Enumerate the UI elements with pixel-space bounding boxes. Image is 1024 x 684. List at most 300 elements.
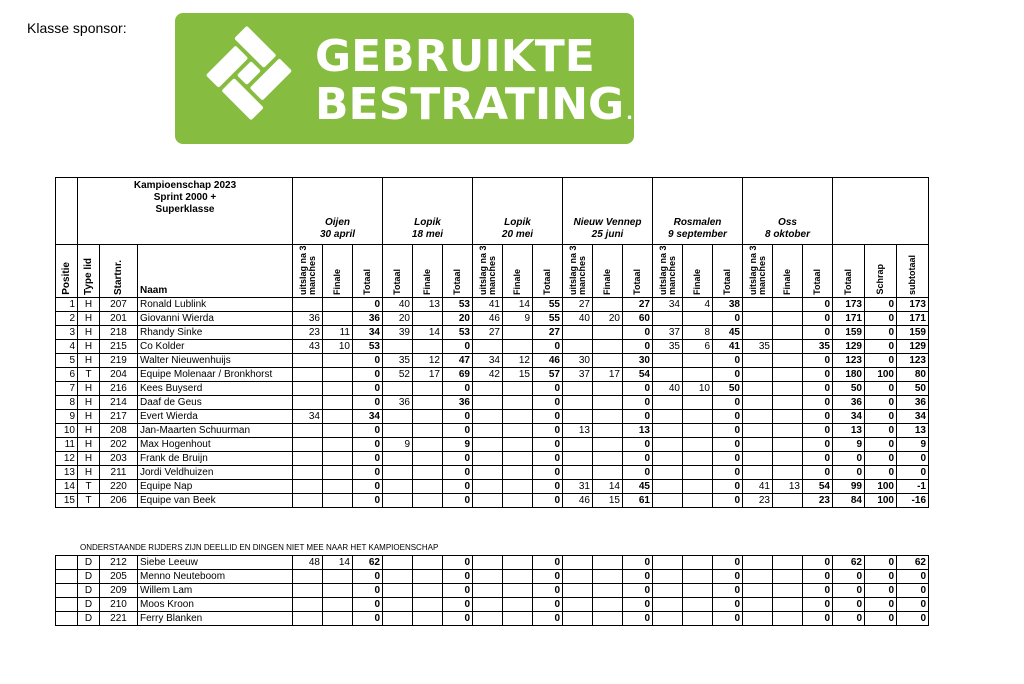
cell-race-totaal: 0 [713, 396, 743, 410]
header-totaal-overall: Totaal [833, 245, 865, 298]
cell-subtotaal: 0 [897, 570, 929, 584]
cell-naam: Siebe Leeuw [138, 556, 293, 570]
cell-finale [683, 612, 713, 626]
cell-race-totaal: 0 [533, 396, 563, 410]
cell-subtotaal: 159 [897, 326, 929, 340]
cell-finale [503, 382, 533, 396]
cell-race-totaal: 41 [713, 340, 743, 354]
cell-race-totaal: 36 [353, 312, 383, 326]
cell-race-totaal: 34 [353, 326, 383, 340]
cell-positie: 8 [56, 396, 78, 410]
cell-finale [323, 598, 353, 612]
cell-finale [683, 570, 713, 584]
cell-race-totaal: 0 [443, 452, 473, 466]
cell-race-totaal: 0 [443, 494, 473, 508]
cell-finale: 20 [593, 312, 623, 326]
cell-finale: 6 [683, 340, 713, 354]
cell-uitslag [383, 410, 413, 424]
cell-race-totaal: 62 [353, 556, 383, 570]
cell-subtotaal: 0 [897, 612, 929, 626]
cell-race-totaal: 30 [623, 354, 653, 368]
cell-race-totaal: 0 [713, 466, 743, 480]
cell-race-totaal: 45 [623, 480, 653, 494]
cell-schrap: 100 [865, 368, 897, 382]
cell-uitslag: 23 [293, 326, 323, 340]
header-finale: Finale [413, 245, 443, 298]
cell-type-lid: D [78, 612, 100, 626]
cell-race-totaal: 0 [713, 612, 743, 626]
cell-race-totaal: 53 [443, 298, 473, 312]
cell-finale [593, 438, 623, 452]
cell-race-totaal: 36 [443, 396, 473, 410]
header-uitslag: uitslag na 3 manches [293, 245, 323, 298]
cell-uitslag [473, 480, 503, 494]
cell-totaal: 159 [833, 326, 865, 340]
cell-race-totaal: 0 [623, 452, 653, 466]
cell-schrap: 0 [865, 326, 897, 340]
cell-uitslag [473, 438, 503, 452]
cell-startnr: 219 [100, 354, 138, 368]
cell-finale [503, 452, 533, 466]
deellid-row [56, 612, 929, 626]
cell-subtotaal: 0 [897, 584, 929, 598]
cell-uitslag [653, 598, 683, 612]
cell-uitslag: 40 [653, 382, 683, 396]
cell-race-totaal: 0 [623, 584, 653, 598]
cell-race-totaal: 54 [623, 368, 653, 382]
rider-row [56, 340, 929, 354]
cell-race-totaal: 0 [713, 312, 743, 326]
cell-subtotaal: -1 [897, 480, 929, 494]
cell-finale [593, 410, 623, 424]
cell-race-totaal: 0 [533, 424, 563, 438]
cell-finale: 10 [323, 340, 353, 354]
cell-type-lid: H [78, 340, 100, 354]
cell-naam: Willem Lam [138, 584, 293, 598]
cell-uitslag [473, 382, 503, 396]
cell-finale [413, 480, 443, 494]
cell-finale [683, 584, 713, 598]
cell-finale [323, 298, 353, 312]
cell-finale [503, 438, 533, 452]
cell-race-totaal: 23 [803, 494, 833, 508]
championship-title: Kampioenschap 2023 Sprint 2000 + Superklasse [78, 178, 293, 245]
cell-type-lid: H [78, 466, 100, 480]
cell-subtotaal: 13 [897, 424, 929, 438]
cell-subtotaal: 80 [897, 368, 929, 382]
cell-finale [503, 598, 533, 612]
header-totaal: Totaal [443, 245, 473, 298]
cell-uitslag [473, 556, 503, 570]
cell-finale [503, 556, 533, 570]
cell-uitslag [473, 340, 503, 354]
cell-schrap: 0 [865, 424, 897, 438]
cell-uitslag [653, 494, 683, 508]
cell-uitslag: 37 [653, 326, 683, 340]
cell-race-totaal: 0 [803, 382, 833, 396]
cell-subtotaal: 0 [897, 452, 929, 466]
header-totaal: Totaal [533, 245, 563, 298]
cell-race-totaal: 0 [623, 612, 653, 626]
cell-uitslag [293, 368, 323, 382]
cell-uitslag: 35 [743, 340, 773, 354]
cell-naam: Kees Buyserd [138, 382, 293, 396]
cell-positie: 5 [56, 354, 78, 368]
cell-finale [593, 452, 623, 466]
title-row [56, 178, 929, 245]
cell-subtotaal: 36 [897, 396, 929, 410]
cell-finale: 9 [503, 312, 533, 326]
cell-race-totaal: 0 [713, 494, 743, 508]
cell-uitslag [563, 556, 593, 570]
cell-finale [323, 424, 353, 438]
rider-row [56, 438, 929, 452]
cell-race-totaal: 0 [443, 410, 473, 424]
cell-finale [503, 612, 533, 626]
cell-finale [413, 382, 443, 396]
cell-race-totaal: 60 [623, 312, 653, 326]
cell-finale [773, 410, 803, 424]
cell-uitslag [383, 452, 413, 466]
cell-race-totaal: 0 [533, 570, 563, 584]
cell-uitslag [473, 466, 503, 480]
cell-uitslag: 35 [383, 354, 413, 368]
cell-race-totaal: 0 [803, 410, 833, 424]
cell-uitslag [743, 438, 773, 452]
cell-race-totaal: 46 [533, 354, 563, 368]
header-finale: Finale [323, 245, 353, 298]
cell-race-totaal: 55 [533, 312, 563, 326]
cell-uitslag [293, 396, 323, 410]
cell-race-totaal: 53 [353, 340, 383, 354]
cell-uitslag [383, 570, 413, 584]
cell-type-lid: H [78, 410, 100, 424]
cell-totaal: 171 [833, 312, 865, 326]
cell-race-totaal: 0 [353, 298, 383, 312]
header-finale: Finale [683, 245, 713, 298]
cell-uitslag [743, 368, 773, 382]
cell-naam: Frank de Bruijn [138, 452, 293, 466]
cell-uitslag [563, 452, 593, 466]
cell-startnr: 210 [100, 598, 138, 612]
cell-uitslag [563, 466, 593, 480]
cell-startnr: 215 [100, 340, 138, 354]
cell-uitslag: 34 [473, 354, 503, 368]
cell-uitslag [653, 354, 683, 368]
cell-schrap: 0 [865, 340, 897, 354]
cell-race-totaal: 0 [533, 612, 563, 626]
header-startnr: Startnr. [100, 245, 138, 298]
cell-totaal: 34 [833, 410, 865, 424]
cell-schrap: 0 [865, 312, 897, 326]
cell-startnr: 218 [100, 326, 138, 340]
cell-uitslag [563, 598, 593, 612]
cell-positie [56, 584, 78, 598]
cell-schrap: 0 [865, 584, 897, 598]
cell-uitslag [293, 584, 323, 598]
cell-race-totaal: 54 [803, 480, 833, 494]
cell-uitslag [743, 452, 773, 466]
cell-finale [773, 340, 803, 354]
cell-uitslag [743, 584, 773, 598]
cell-race-totaal: 45 [713, 326, 743, 340]
cell-uitslag [293, 438, 323, 452]
cell-uitslag: 27 [473, 326, 503, 340]
rider-row [56, 452, 929, 466]
cell-race-totaal: 0 [533, 438, 563, 452]
rider-row [56, 382, 929, 396]
cell-race-totaal: 0 [713, 584, 743, 598]
cell-totaal: 180 [833, 368, 865, 382]
cell-race-totaal: 0 [353, 354, 383, 368]
cell-race-totaal: 0 [803, 312, 833, 326]
cell-finale [323, 584, 353, 598]
cell-finale [593, 424, 623, 438]
cell-finale [773, 452, 803, 466]
cell-uitslag: 37 [563, 368, 593, 382]
cell-uitslag [743, 382, 773, 396]
cell-finale [593, 598, 623, 612]
cell-subtotaal: 62 [897, 556, 929, 570]
cell-positie: 2 [56, 312, 78, 326]
cell-type-lid: H [78, 438, 100, 452]
cell-naam: Jordi Veldhuizen [138, 466, 293, 480]
venue-1: Oijen 30 april [293, 178, 383, 245]
sponsor-label: Klasse sponsor: [27, 20, 127, 36]
cell-race-totaal: 0 [713, 368, 743, 382]
cell-uitslag: 20 [383, 312, 413, 326]
cell-race-totaal: 0 [353, 480, 383, 494]
cell-finale [503, 466, 533, 480]
cell-uitslag [473, 584, 503, 598]
cell-type-lid: H [78, 382, 100, 396]
cell-uitslag: 23 [743, 494, 773, 508]
cell-totaal: 0 [833, 598, 865, 612]
cell-subtotaal: 9 [897, 438, 929, 452]
cell-finale [773, 382, 803, 396]
cell-schrap: 0 [865, 466, 897, 480]
cell-finale [413, 598, 443, 612]
cell-uitslag [383, 556, 413, 570]
cell-uitslag: 30 [563, 354, 593, 368]
cell-finale: 14 [593, 480, 623, 494]
cell-race-totaal: 34 [353, 410, 383, 424]
cell-schrap: 0 [865, 438, 897, 452]
rider-row [56, 354, 929, 368]
cell-uitslag [293, 570, 323, 584]
cell-race-totaal: 0 [533, 480, 563, 494]
cell-finale [323, 368, 353, 382]
cell-uitslag [563, 382, 593, 396]
cell-startnr: 216 [100, 382, 138, 396]
cell-race-totaal: 0 [623, 396, 653, 410]
cell-race-totaal: 0 [533, 382, 563, 396]
deellid-row [56, 598, 929, 612]
cell-type-lid: H [78, 298, 100, 312]
cell-uitslag [473, 424, 503, 438]
cell-startnr: 217 [100, 410, 138, 424]
cell-startnr: 214 [100, 396, 138, 410]
cell-uitslag: 34 [293, 410, 323, 424]
cell-uitslag [383, 612, 413, 626]
cell-totaal: 173 [833, 298, 865, 312]
cell-finale [683, 556, 713, 570]
cell-uitslag: 42 [473, 368, 503, 382]
cell-totaal: 84 [833, 494, 865, 508]
cell-finale [593, 584, 623, 598]
cell-finale [683, 312, 713, 326]
cell-positie: 11 [56, 438, 78, 452]
cell-uitslag [383, 424, 413, 438]
cell-type-lid: H [78, 354, 100, 368]
cell-uitslag [653, 396, 683, 410]
cell-uitslag [293, 480, 323, 494]
cell-race-totaal: 9 [443, 438, 473, 452]
cell-uitslag [473, 494, 503, 508]
cell-positie: 9 [56, 410, 78, 424]
cell-race-totaal: 0 [533, 584, 563, 598]
cell-race-totaal: 0 [713, 452, 743, 466]
rider-row [56, 466, 929, 480]
cell-subtotaal: 34 [897, 410, 929, 424]
cell-finale [323, 312, 353, 326]
cell-naam: Equipe Molenaar / Bronkhorst [138, 368, 293, 382]
rider-row [56, 480, 929, 494]
cell-finale [503, 326, 533, 340]
cell-finale [503, 410, 533, 424]
cell-finale [773, 438, 803, 452]
cell-uitslag [293, 494, 323, 508]
cell-finale: 17 [593, 368, 623, 382]
cell-uitslag: 34 [653, 298, 683, 312]
cell-uitslag [383, 598, 413, 612]
cell-uitslag [293, 452, 323, 466]
cell-subtotaal: 171 [897, 312, 929, 326]
cell-finale [413, 494, 443, 508]
cell-uitslag [653, 466, 683, 480]
cell-race-totaal: 0 [803, 466, 833, 480]
cell-finale: 11 [323, 326, 353, 340]
cell-positie [56, 556, 78, 570]
cell-naam: Evert Wierda [138, 410, 293, 424]
cell-finale [323, 438, 353, 452]
cell-uitslag [473, 612, 503, 626]
cell-uitslag [743, 326, 773, 340]
header-finale: Finale [773, 245, 803, 298]
cell-race-totaal: 0 [623, 326, 653, 340]
cell-finale [503, 424, 533, 438]
cell-type-lid: H [78, 452, 100, 466]
header-totaal: Totaal [803, 245, 833, 298]
header-row [56, 245, 929, 298]
cell-schrap: 0 [865, 298, 897, 312]
cell-finale [413, 584, 443, 598]
cell-positie: 4 [56, 340, 78, 354]
cell-race-totaal: 0 [533, 494, 563, 508]
cell-finale [323, 396, 353, 410]
cell-uitslag [473, 452, 503, 466]
header-uitslag: uitslag na 3 manches [653, 245, 683, 298]
cell-positie: 7 [56, 382, 78, 396]
rider-row [56, 396, 929, 410]
cell-totaal: 0 [833, 466, 865, 480]
cell-startnr: 205 [100, 570, 138, 584]
cell-uitslag [653, 556, 683, 570]
cell-startnr: 211 [100, 466, 138, 480]
cell-finale: 13 [773, 480, 803, 494]
cell-race-totaal: 0 [533, 452, 563, 466]
header-uitslag: uitslag na 3 manches [563, 245, 593, 298]
cell-race-totaal: 35 [803, 340, 833, 354]
cell-uitslag: 39 [383, 326, 413, 340]
cell-uitslag: 9 [383, 438, 413, 452]
cell-naam: Co Kolder [138, 340, 293, 354]
cell-startnr: 201 [100, 312, 138, 326]
deellid-table [55, 555, 929, 626]
cell-finale [503, 570, 533, 584]
cell-uitslag [653, 612, 683, 626]
cell-race-totaal: 0 [713, 556, 743, 570]
cell-uitslag [743, 312, 773, 326]
cell-race-totaal: 0 [533, 466, 563, 480]
cell-uitslag: 36 [293, 312, 323, 326]
cell-schrap: 0 [865, 570, 897, 584]
cell-finale [413, 424, 443, 438]
header-uitslag: uitslag na 3 manches [743, 245, 773, 298]
cell-naam: Equipe van Beek [138, 494, 293, 508]
cell-positie: 12 [56, 452, 78, 466]
cell-finale [773, 598, 803, 612]
cell-race-totaal: 0 [623, 340, 653, 354]
cell-finale [593, 382, 623, 396]
header-finale: Finale [503, 245, 533, 298]
cell-race-totaal: 61 [623, 494, 653, 508]
cell-uitslag: 13 [563, 424, 593, 438]
cell-race-totaal: 53 [443, 326, 473, 340]
cell-race-totaal: 0 [443, 424, 473, 438]
cell-race-totaal: 0 [803, 396, 833, 410]
venue-3: Lopik 20 mei [473, 178, 563, 245]
cell-uitslag [563, 410, 593, 424]
cell-race-totaal: 0 [803, 326, 833, 340]
cell-finale [323, 382, 353, 396]
cell-finale [593, 326, 623, 340]
header-totaal: Totaal [713, 245, 743, 298]
header-positie: Positie [56, 245, 78, 298]
cell-startnr: 202 [100, 438, 138, 452]
cell-finale [593, 556, 623, 570]
cell-schrap: 0 [865, 598, 897, 612]
deellid-row [56, 584, 929, 598]
cell-finale [593, 354, 623, 368]
cell-finale: 10 [683, 382, 713, 396]
cell-race-totaal: 0 [443, 480, 473, 494]
cell-race-totaal: 0 [353, 570, 383, 584]
rider-row [56, 312, 929, 326]
cell-type-lid: T [78, 480, 100, 494]
cell-race-totaal: 0 [353, 598, 383, 612]
cell-race-totaal: 0 [353, 396, 383, 410]
cell-race-totaal: 0 [353, 368, 383, 382]
cell-naam: Ferry Blanken [138, 612, 293, 626]
cell-naam: Walter Nieuwenhuijs [138, 354, 293, 368]
cell-positie [56, 570, 78, 584]
cell-uitslag [563, 570, 593, 584]
cell-uitslag [563, 396, 593, 410]
deellid-note: ONDERSTAANDE RIJDERS ZIJN DEELLID EN DINGEN NIET MEE NAAR HET KAMPIOENSCHAP [80, 543, 439, 552]
cell-startnr: 207 [100, 298, 138, 312]
cell-totaal: 13 [833, 424, 865, 438]
